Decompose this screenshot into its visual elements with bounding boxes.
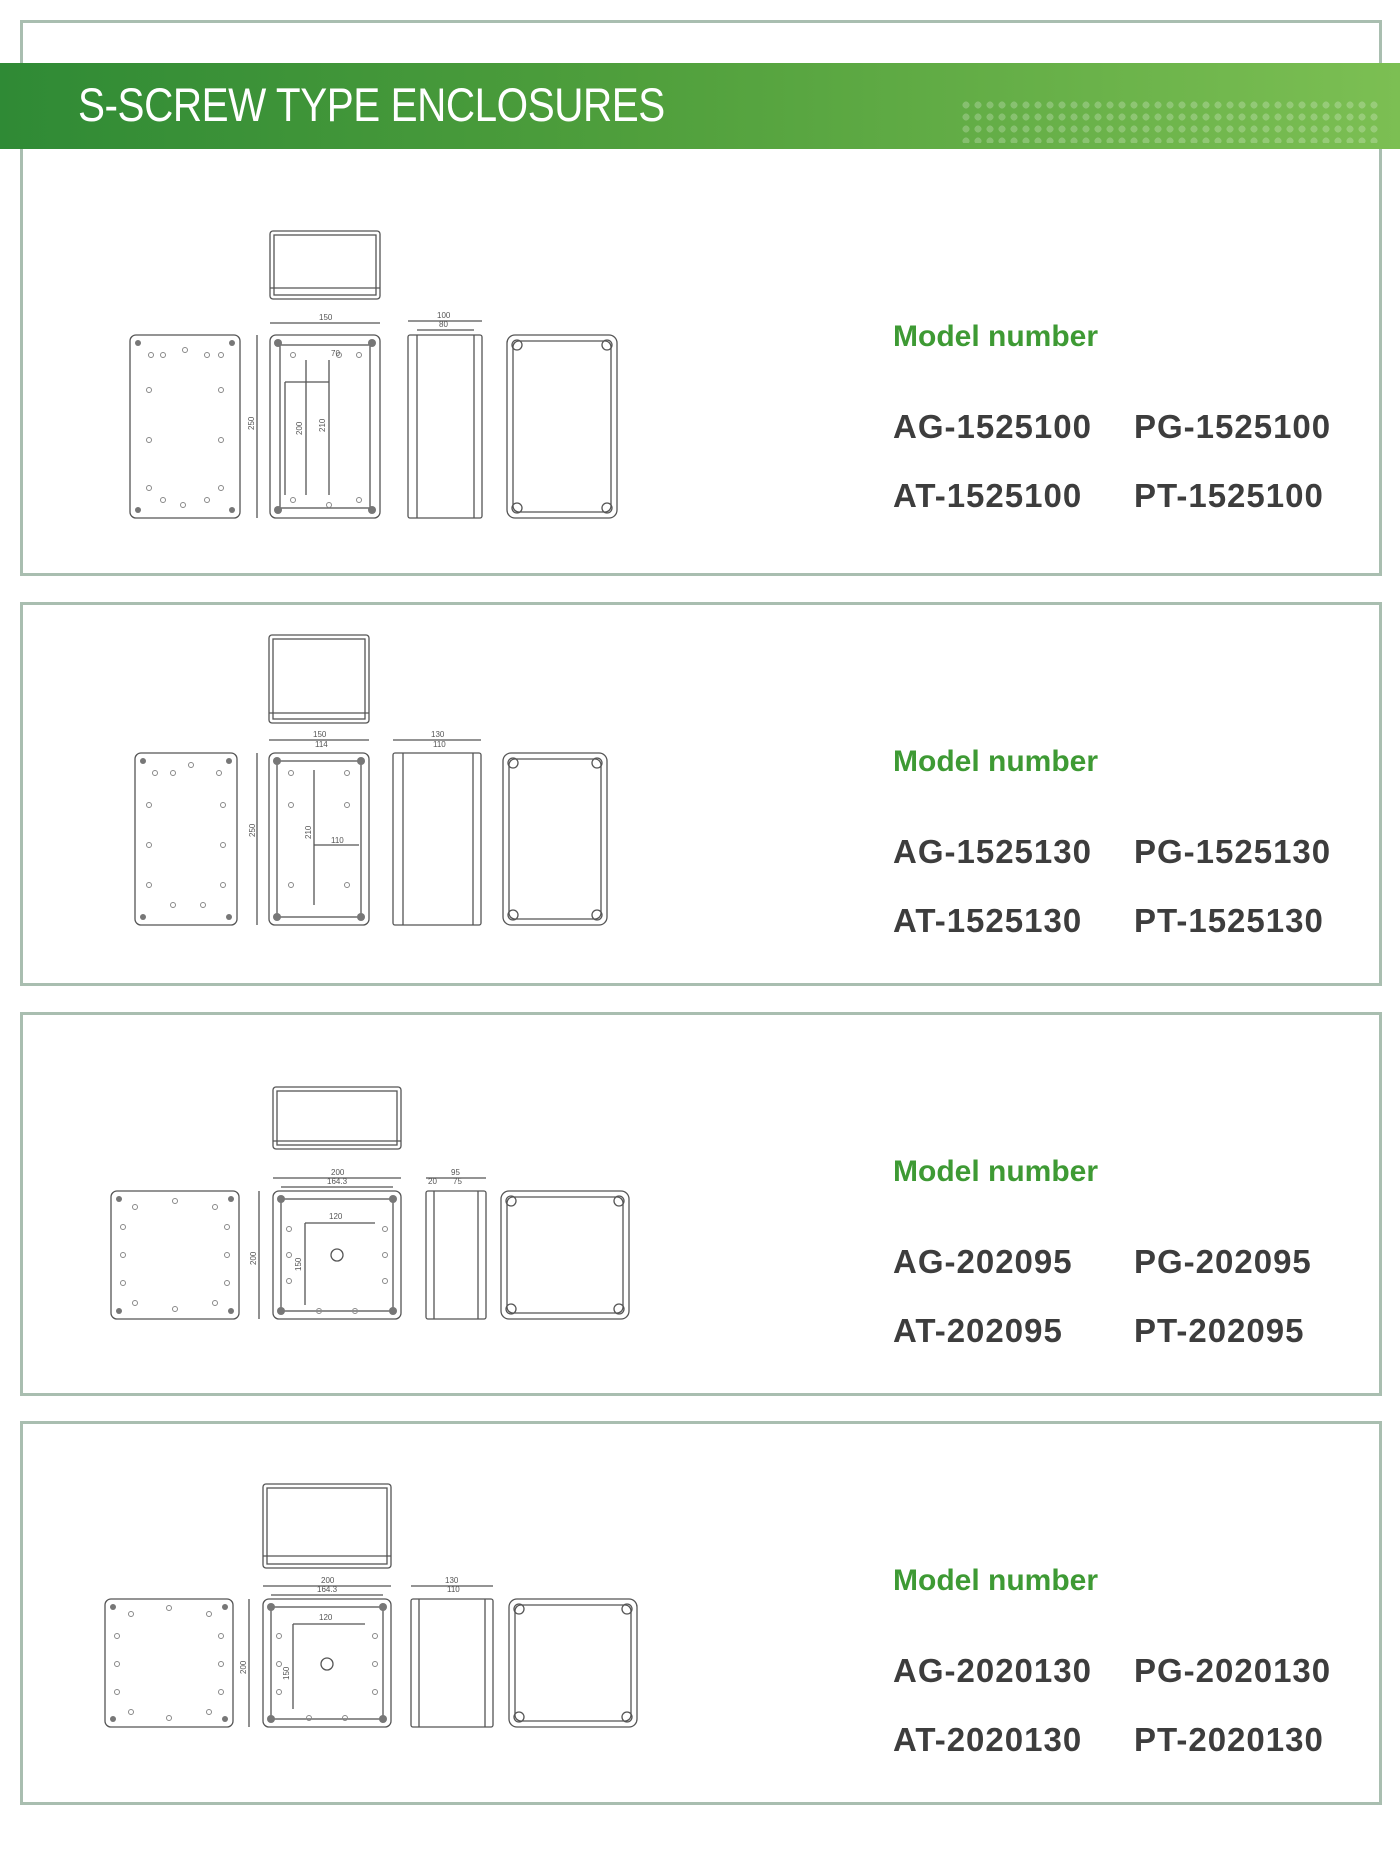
- dim-label: 110: [331, 836, 344, 845]
- model-number-heading: Model number: [893, 320, 1099, 353]
- dim-label: 164.3: [317, 1585, 338, 1594]
- panel-2020130: [20, 1421, 1382, 1805]
- dim-label: 250: [247, 416, 256, 430]
- dim-label: 130: [445, 1576, 459, 1585]
- technical-drawing: [23, 150, 663, 570]
- page-title: S-SCREW TYPE ENCLOSURES: [78, 78, 665, 131]
- dim-label: 100: [437, 311, 451, 320]
- dim-label: 130: [431, 730, 445, 739]
- panel-1525100: [20, 150, 1382, 576]
- model-number-heading: Model number: [893, 1155, 1099, 1188]
- model-code: AT-2020130: [893, 1721, 1083, 1758]
- dim-label: 120: [329, 1212, 343, 1221]
- model-code: AT-1525130: [893, 902, 1083, 939]
- model-code: PT-1525100: [1134, 477, 1324, 514]
- model-code: AT-1525100: [893, 477, 1083, 514]
- dim-label: 150: [294, 1257, 303, 1271]
- dim-label: 120: [319, 1613, 333, 1622]
- dim-label: 200: [321, 1576, 335, 1585]
- model-info: [893, 320, 1332, 514]
- dim-label: 114: [315, 740, 328, 749]
- title-banner: [0, 63, 1400, 149]
- dim-label: 200: [249, 1251, 258, 1265]
- model-code: AG-202095: [893, 1243, 1073, 1280]
- dim-label: 80: [439, 320, 448, 329]
- model-number-heading: Model number: [893, 745, 1099, 778]
- technical-drawing: [23, 1015, 663, 1395]
- dim-label: 164.3: [327, 1177, 348, 1186]
- dim-label: 75: [453, 1177, 462, 1186]
- model-code: PG-1525100: [1134, 408, 1332, 445]
- panel-1525130: [20, 602, 1382, 986]
- banner-dot-pattern: [960, 99, 1380, 143]
- model-number-heading: Model number: [893, 1564, 1099, 1597]
- model-code: AG-2020130: [893, 1652, 1092, 1689]
- dim-label: 150: [282, 1666, 291, 1680]
- dim-label: 200: [295, 421, 304, 435]
- dim-label: 210: [304, 825, 313, 839]
- dim-label: 70: [331, 349, 340, 358]
- model-code: PT-1525130: [1134, 902, 1324, 939]
- technical-drawing: [23, 605, 663, 985]
- model-info: [893, 1564, 1332, 1758]
- model-code: PG-2020130: [1134, 1652, 1332, 1689]
- model-info: [893, 1155, 1312, 1349]
- model-code: AG-1525100: [893, 408, 1092, 445]
- dim-label: 150: [319, 313, 333, 322]
- dim-label: 110: [447, 1585, 460, 1594]
- dim-label: 20: [428, 1177, 437, 1186]
- model-code: PT-202095: [1134, 1312, 1305, 1349]
- dim-label: 150: [313, 730, 327, 739]
- model-code: PG-1525130: [1134, 833, 1332, 870]
- dim-label: 200: [331, 1168, 345, 1177]
- dim-label: 250: [248, 823, 257, 837]
- model-info: [893, 745, 1332, 939]
- model-code: PT-2020130: [1134, 1721, 1324, 1758]
- dim-label: 110: [433, 740, 446, 749]
- dim-label: 200: [239, 1660, 248, 1674]
- dim-label: 95: [451, 1168, 460, 1177]
- model-code: AT-202095: [893, 1312, 1063, 1349]
- model-code: PG-202095: [1134, 1243, 1312, 1280]
- panel-202095: [20, 1012, 1382, 1396]
- dim-label: 210: [318, 418, 327, 432]
- model-code: AG-1525130: [893, 833, 1092, 870]
- technical-drawing: [23, 1424, 663, 1804]
